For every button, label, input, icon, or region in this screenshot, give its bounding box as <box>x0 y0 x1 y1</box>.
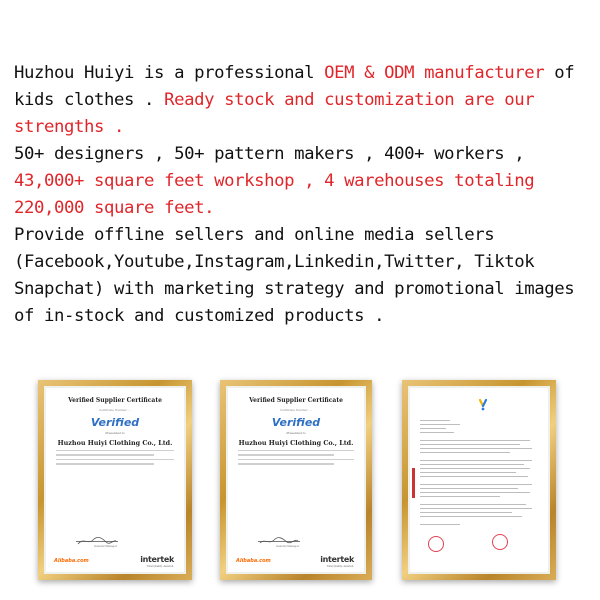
red-stamp <box>492 534 508 550</box>
fine-print-line <box>56 450 174 451</box>
certificate-sheet <box>228 388 364 572</box>
document-text-line <box>420 444 520 445</box>
document-text-line <box>420 420 450 421</box>
verified-badge: Verified <box>271 416 321 429</box>
fine-print-line <box>238 463 334 464</box>
text-highlight: 43,000+ square feet workshop , 4 warehouses totaling 220,000 square feet. <box>14 171 535 218</box>
document-text-line <box>420 448 532 449</box>
document-text-line <box>420 452 510 453</box>
intertek-logo: intertek <box>320 555 354 564</box>
certificate-title: Verified Supplier Certificate <box>68 397 162 404</box>
document-text-line <box>420 488 518 489</box>
text-highlight: OEM & ODM manufacturer <box>324 63 545 83</box>
company-name: Huzhou Huiyi Clothing Co., Ltd. <box>238 439 354 447</box>
fine-print-line <box>238 450 354 451</box>
certificate-number: Certificate Number: ... <box>98 408 132 412</box>
signature-role: General Manager <box>94 545 118 548</box>
document-text-line <box>420 492 530 493</box>
document-text-line <box>420 464 524 465</box>
certificate-title: Verified Supplier Certificate <box>249 397 343 404</box>
document-text-line <box>420 512 512 513</box>
signature-role: General Manager <box>276 545 300 548</box>
certificate-number: Certificate Number: ... <box>279 408 313 412</box>
document-text-line <box>420 432 454 433</box>
text-segment: Huzhou Huiyi is a professional <box>14 63 325 83</box>
document-margin-band <box>412 468 415 498</box>
presented-to: Presented to <box>105 431 125 435</box>
fine-print-line <box>56 463 154 464</box>
document-text-line <box>420 460 532 461</box>
document-text-line <box>420 496 500 497</box>
intertek-tagline: Total Quality. Assured. <box>326 565 354 568</box>
fine-print-line <box>56 454 154 455</box>
alibaba-logo: Alibaba.com <box>236 558 271 564</box>
document-logo-icon <box>476 398 490 412</box>
document-text-line <box>420 468 530 469</box>
text-segment: of kids clothes . <box>14 63 575 110</box>
document-sheet <box>410 388 548 572</box>
document-text-line <box>420 524 460 525</box>
certificate-frame-2 <box>220 380 372 580</box>
document-text-line <box>420 504 526 505</box>
company-name: Huzhou Huiyi Clothing Co., Ltd. <box>57 439 173 447</box>
certificate-frame-1 <box>38 380 192 580</box>
document-text-line <box>420 440 530 441</box>
document-text-line <box>420 516 522 517</box>
intertek-tagline: Total Quality. Assured. <box>146 565 174 568</box>
document-text-line <box>420 428 446 429</box>
text-segment: Provide offline sellers and online media sellers (Facebook,Youtube,Instagram,Linkedin,Twitter, Tiktok Snapchat) with marketing strategy and promotional images of in-stock and customized products . <box>14 225 575 326</box>
intro-paragraph-3 <box>14 222 594 330</box>
intro-paragraph-1 <box>14 60 594 141</box>
document-text-line <box>420 476 528 477</box>
fine-print-line <box>238 454 334 455</box>
certificate-sheet <box>46 388 184 572</box>
document-text-line <box>420 424 460 425</box>
text-segment: 50+ designers , 50+ pattern makers , 400+ workers , <box>14 144 525 164</box>
document-frame-3 <box>402 380 556 580</box>
alibaba-logo: Alibaba.com <box>54 558 89 564</box>
text-highlight: Ready stock and customization are our strengths . <box>14 90 535 137</box>
fine-print-line <box>56 459 174 460</box>
verified-badge: Verified <box>90 416 140 429</box>
document-text-line <box>420 484 532 485</box>
intro-text <box>14 60 594 330</box>
fine-print-line <box>238 459 354 460</box>
signature <box>76 531 118 542</box>
presented-to: Presented to <box>286 431 306 435</box>
intertek-logo: intertek <box>140 555 174 564</box>
red-stamp <box>428 536 444 552</box>
document-text-line <box>420 508 532 509</box>
document-text-line <box>420 472 516 473</box>
signature <box>258 531 300 542</box>
intro-paragraph-2 <box>14 141 594 222</box>
